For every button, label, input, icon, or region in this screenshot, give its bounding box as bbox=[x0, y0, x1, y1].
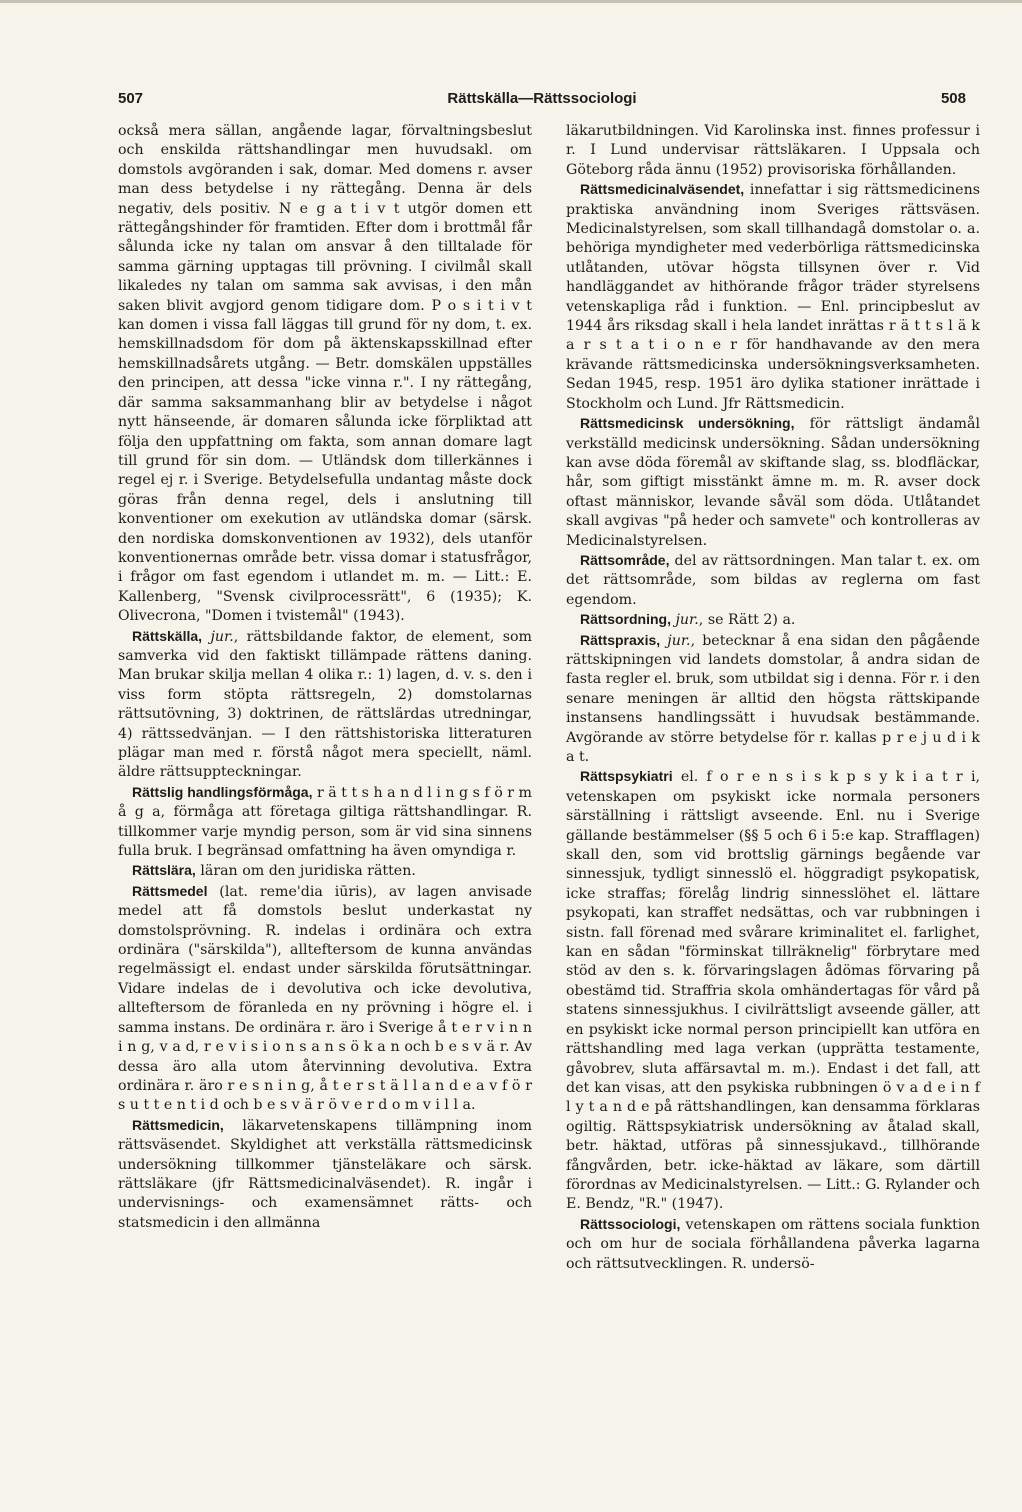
entry-body: r ä t t s h a n d l i n g s f ö r m å g a, förmåga att företaga giltiga rättshandlingar. R. tillkommer varje myndig person, som är vid sina sinnens fulla bruk. I begränsad omfattning ha även omyndiga r. bbox=[118, 784, 532, 860]
entry-body: , se Rätt 2) a. bbox=[698, 612, 796, 629]
running-header bbox=[118, 90, 966, 112]
top-rule bbox=[0, 0, 1022, 3]
entry-headword: Rättskälla, bbox=[132, 627, 203, 644]
dictionary-entry bbox=[118, 861, 532, 881]
dictionary-entry bbox=[566, 551, 980, 610]
left-column bbox=[118, 122, 532, 1233]
entry-label: jur. bbox=[667, 632, 691, 649]
entry-headword: Rättssociologi, bbox=[580, 1215, 681, 1232]
right-column bbox=[566, 122, 980, 1274]
entry-headword: Rättspsykiatri bbox=[580, 768, 673, 785]
entry-headword: Rättsområde, bbox=[580, 551, 670, 568]
entry-body: också mera sällan, angående lagar, förvaltningsbeslut och enskilda rättshandlingar men huvudsakl. om domstols avgöranden i sak, domar. Med domens r. avser man dess betydelse i ny rättegång. Denna är dels negativ, dels positiv. N e g a t i v t utgör domen ett rättegångshinder för framtiden. Efter dom i brottmål får sålunda icke ny talan om ansvar å den tilltalade för samma gärning upptagas till prövning. I civilmål skall likaledes ny talan om samma sak avvisas, i den mån saken blivit avgjord genom tidigare dom. P o s i t i v t kan domen i vissa fall läggas till grund för ny dom, t. ex. hemskillnadsdom för dom på äktenskapsskillnad efter hemskillnadsårets utgång. — Betr. domskälen uppställes den principen, att dessa "icke vinna r.". I ny rättegång, där samma saksammanhang blir av betydelse i något nytt hänseende, är domaren sålunda icke förpliktad att följa den uppfattning om fakta, som annan domare lagt till grund för sin dom. — Utländsk dom tillerkännes i regel ej r. i Sverige. Betydelsefulla undantag måste dock göras från denna regel, dels i anslutning till konventioner om exekution av utländska domar (särsk. den nordiska domskonventionen av 1932), dels utanför konventionernas område betr. vissa domar i statusfrågor, i frågor om fast egendom i utlandet m. m. — Litt.: E. Kallenberg, "Svensk civilprocessrätt", 6 (1935); K. Olivecrona, "Domen i tvistemål" (1943). bbox=[118, 123, 532, 625]
entry-body: för rättsligt ändamål verkställd medicinsk undersökning. Sådan undersökning kan avse döda föremål av skiftande slag, ss. blodfläckar, hår, som giftigt misstänkt ämne m. m. R. avser dock oftast människor, levande såväl som döda. Utlåtandet skall avgivas "på heder och samvete" och kontrolleras av Medicinalstyrelsen. bbox=[566, 416, 980, 549]
entry-body: (lat. reme'dia iūris), av lagen anvisade medel att få domstols beslut underkastat ny domstolsprövning. R. indelas i ordinära och extra ordinära ("särskilda"), allteftersom de kunna användas regelmässigt el. endast under särskilda förutsättningar. Vidare indelas de i devolutiva och icke devolutiva, allteftersom de föranleda en ny prövning i högre el. i samma instans. De ordinära r. äro i Sverige å t e r v i n n i n g, v a d, r e v i s i o n s a n s ö k a n och b e s v ä r. Av dessa äro alla utom återvinning devolutiva. Extra ordinära r. äro r e s n i n g, å t e r s t ä l l a n d e a v f ö r s u t t e n t i d och b e s v ä r ö v e r d o m v i l l a. bbox=[118, 883, 532, 1114]
page-number-left: 507 bbox=[118, 90, 144, 107]
page-number-right: 508 bbox=[940, 90, 966, 107]
dictionary-entry bbox=[118, 1116, 532, 1233]
entry-body: innefattar i sig rättsmedicinens praktiska användning inom Sveriges rättsväsen. Medicinalstyrelsen, som skall tillhandagå domstolar o. a. behöriga myndigheter med vederbörliga rättsmedicinska utlåtanden, utövar högsta tillsynen över r. Vid handläggandet av hithörande frågor träder styrelsens vetenskapliga råd i funktion. — Enl. principbeslut av 1944 års riksdag skall i hela landet inrättas r ä t t s l ä k a r s t a t i o n e r för handhavande av den mera krävande rättsmedicinska undersökningsverksamheten. Sedan 1945, resp. 1951 äro dylika stationer inrättade i Stockholm och Lund. Jfr Rättsmedicin. bbox=[566, 182, 980, 412]
entry-body: del av rättsordningen. Man talar t. ex. om det rättsområde, som bildas av reglerna om fast egendom. bbox=[566, 552, 980, 608]
entry-headword: Rättsmedicin, bbox=[132, 1116, 224, 1133]
entry-label: jur. bbox=[675, 612, 699, 629]
running-title: Rättskälla—Rättssociologi bbox=[447, 90, 637, 107]
dictionary-entry bbox=[566, 767, 980, 1214]
dictionary-entry bbox=[566, 180, 980, 414]
continued-text bbox=[118, 122, 532, 627]
entry-body: , betecknar å ena sidan den pågående rättskipningen vid landets domstolar, å andra sidan de fasta regler el. bruk, som utbildat sig i denna. För r. i den senare meningen är alltid den högsta rättskipande instansens handlingssätt i huvudsak bestämmande. Avgörande av större betydelse för r. kallas p r e j u d i k a t. bbox=[566, 632, 980, 765]
entry-body: läkarvetenskapens tillämpning inom rättsväsendet. Skyldighet att verkställa rättsmedicinsk undersökning tillkommer tjänsteläkare och särsk. rättsläkare (jfr Rättsmedicinalväsendet). R. ingår i undervisnings- och examensämnet rätts- och statsmedicin i den allmänna bbox=[118, 1117, 532, 1231]
entry-body: läkarutbildningen. Vid Karolinska inst. finnes professur i r. I Lund undervisar rättsläkaren. I Uppsala och Göteborg råda ännu (1952) provisoriska förhållanden. bbox=[566, 123, 980, 178]
entry-body: el. f o r e n s i s k p s y k i a t r i, vetenskapen om psykiskt icke normala personers särställning i rättsligt avseende. Enl. nu i Sverige gällande bestämmelser (§§ 5 och 6 i 5:e kap. Strafflagen) skall den, som vid brottslig gärnings begående var sinnessjuk, tydligt sinnesslö el. höggradigt psykopatisk, icke straffas; förelåg lindrig sinnesslöhet el. lättare psykopati, kan straffet nedsättas, och var rubbningen i sistn. fall förenad med svårare kriminalitet el. farlighet, kan en sådan "förminskat tillräknelig" förbrytare med stöd av den s. k. förvaringslagen ådömas förvaring på obestämd tid. Straffria skola omhändertagas för vård på statens sinnessjukhus. I civilrättsligt avseende gäller, att en psykiskt icke normal person principiellt kan utföra en rättshandling med laga verkan (upprätta testamente, gåvobrev, sluta affärsavtal m. m.). Endast i det fall, att det kan visas, att den psykiska rubbningen ö v a d e i n f l y t a n d e på rättshandlingen, kan densamma förklaras ogiltig. Rättspsykiatrisk undersökning av åtalad skall, betr. häktad, utföras på sinnessjukavd., tillhörande fångvården, betr. icke-häktad av läkare, som därtill förordnas av Medicinalstyrelsen. — Litt.: G. Rylander och E. Bendz, "R." (1947). bbox=[566, 769, 980, 1213]
entry-headword: Rättslära, bbox=[132, 862, 196, 879]
dictionary-entry bbox=[118, 882, 532, 1116]
entry-headword: Rättslig handlingsförmåga, bbox=[132, 783, 313, 800]
entry-body: läran om den juridiska rätten. bbox=[195, 863, 416, 880]
entry-headword: Rättsmedicinsk undersökning, bbox=[580, 415, 795, 432]
dictionary-entry bbox=[118, 627, 532, 783]
entry-headword: Rättsmedicinalväsendet, bbox=[580, 181, 745, 198]
entry-headword: Rättsmedel bbox=[132, 882, 208, 899]
dictionary-entry bbox=[566, 610, 980, 630]
entry-label: jur. bbox=[210, 628, 234, 645]
dictionary-entry bbox=[118, 783, 532, 862]
entry-headword: Rättspraxis, bbox=[580, 631, 661, 648]
entry-body: , rättsbildande faktor, de element, som samverka vid den faktiskt tillämpade rättens daning. Man brukar skilja mellan 4 olika r.: 1) lagen, d. v. s. den i viss form stöpta rättsregeln, 2) domstolarnas rättsutövning, 3) doktrinen, de rättslärdas utredningar, 4) rättssedvänjan. — I den rättshistoriska litteraturen plägar man med r. förstå något mera speciellt, näml. äldre rättsuppteckningar. bbox=[118, 628, 533, 781]
continued-text bbox=[566, 122, 980, 180]
entry-headword: Rättsordning, bbox=[580, 611, 671, 628]
entry-body: vetenskapen om rättens sociala funktion och om hur de sociala förhållandena påverka lagarna och rättsutvecklingen. R. undersö- bbox=[566, 1216, 980, 1272]
dictionary-entry bbox=[566, 1215, 980, 1274]
dictionary-entry bbox=[566, 631, 980, 768]
dictionary-entry bbox=[566, 414, 980, 551]
